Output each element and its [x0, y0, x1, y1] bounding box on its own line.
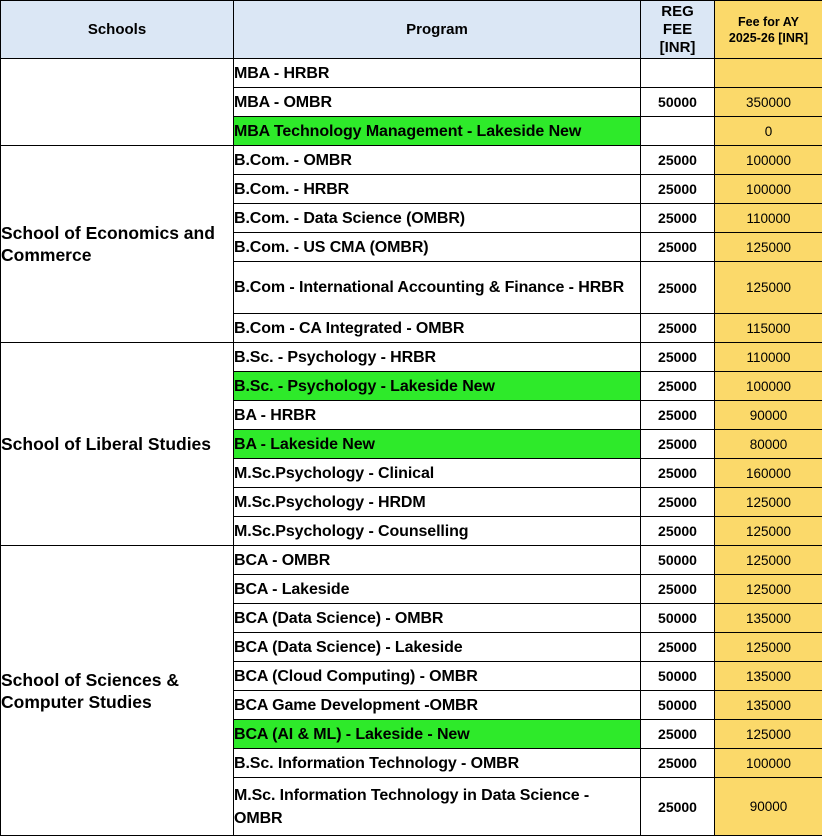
reg-fee-cell: 25000	[641, 204, 715, 233]
program-cell: BA - HRBR	[234, 401, 641, 430]
fee-ay-header	[715, 1, 822, 59]
program-cell: BCA (Data Science) - Lakeside	[234, 633, 641, 662]
reg-fee-cell: 25000	[641, 146, 715, 175]
program-cell: MBA - OMBR	[234, 88, 641, 117]
program-cell: M.Sc.Psychology - HRDM	[234, 488, 641, 517]
program-cell: B.Sc. - Psychology - Lakeside New	[234, 372, 641, 401]
table-row	[1, 59, 822, 88]
program-cell: MBA Technology Management - Lakeside New	[234, 117, 641, 146]
annual-fee-cell: 125000	[715, 233, 822, 262]
annual-fee-cell	[715, 59, 822, 88]
annual-fee-cell: 135000	[715, 662, 822, 691]
reg-fee-cell: 25000	[641, 488, 715, 517]
program-cell: M.Sc.Psychology - Counselling	[234, 517, 641, 546]
program-header: Program	[234, 1, 641, 59]
reg-fee-cell	[641, 117, 715, 146]
reg-fee-cell: 50000	[641, 546, 715, 575]
annual-fee-cell: 90000	[715, 401, 822, 430]
reg-fee-cell: 25000	[641, 372, 715, 401]
fee-ay-header-line: 2025-26 [INR]	[715, 30, 822, 46]
reg-fee-cell: 25000	[641, 720, 715, 749]
reg-fee-cell: 50000	[641, 88, 715, 117]
reg-fee-cell: 25000	[641, 633, 715, 662]
annual-fee-cell: 160000	[715, 459, 822, 488]
table-row	[1, 146, 822, 175]
program-cell: BCA Game Development -OMBR	[234, 691, 641, 720]
program-cell: B.Com. - US CMA (OMBR)	[234, 233, 641, 262]
reg-fee-cell: 25000	[641, 459, 715, 488]
reg-fee-cell: 25000	[641, 575, 715, 604]
table-row	[1, 343, 822, 372]
reg-fee-cell: 50000	[641, 662, 715, 691]
annual-fee-cell: 125000	[715, 488, 822, 517]
annual-fee-cell: 0	[715, 117, 822, 146]
annual-fee-cell: 125000	[715, 517, 822, 546]
reg-fee-cell: 25000	[641, 430, 715, 459]
annual-fee-cell: 125000	[715, 575, 822, 604]
reg-fee-header-line: REG	[661, 3, 694, 20]
reg-fee-header-line: FEE	[663, 21, 692, 38]
reg-fee-cell	[641, 59, 715, 88]
reg-fee-cell: 25000	[641, 314, 715, 343]
program-cell: BCA (AI & ML) - Lakeside - New	[234, 720, 641, 749]
annual-fee-cell: 100000	[715, 372, 822, 401]
reg-fee-cell: 50000	[641, 604, 715, 633]
annual-fee-cell: 135000	[715, 604, 822, 633]
annual-fee-cell: 80000	[715, 430, 822, 459]
annual-fee-cell: 125000	[715, 262, 822, 314]
program-cell: B.Com. - Data Science (OMBR)	[234, 204, 641, 233]
annual-fee-cell: 115000	[715, 314, 822, 343]
schools-header: Schools	[1, 1, 234, 59]
reg-fee-cell: 25000	[641, 233, 715, 262]
school-name-cell: School of Sciences & Computer Studies	[1, 546, 234, 836]
annual-fee-cell: 100000	[715, 749, 822, 778]
school-name-cell: School of Economics and Commerce	[1, 146, 234, 343]
program-cell: BCA - Lakeside	[234, 575, 641, 604]
reg-fee-cell: 25000	[641, 517, 715, 546]
reg-fee-header-line: [INR]	[660, 39, 696, 56]
fee-ay-header-line: Fee for AY	[715, 14, 822, 30]
annual-fee-cell: 350000	[715, 88, 822, 117]
reg-fee-cell: 25000	[641, 175, 715, 204]
reg-fee-cell: 50000	[641, 691, 715, 720]
annual-fee-cell: 125000	[715, 546, 822, 575]
annual-fee-cell: 110000	[715, 343, 822, 372]
reg-fee-header	[641, 1, 715, 59]
program-cell: M.Sc.Psychology - Clinical	[234, 459, 641, 488]
annual-fee-cell: 110000	[715, 204, 822, 233]
reg-fee-cell: 25000	[641, 262, 715, 314]
program-cell: BCA (Cloud Computing) - OMBR	[234, 662, 641, 691]
fee-table-body	[1, 59, 822, 836]
program-cell: BCA - OMBR	[234, 546, 641, 575]
program-cell: B.Com - CA Integrated - OMBR	[234, 314, 641, 343]
annual-fee-cell: 125000	[715, 633, 822, 662]
program-cell: B.Com. - HRBR	[234, 175, 641, 204]
program-cell: B.Com - International Accounting & Finance - HRBR	[234, 262, 641, 314]
school-name-cell	[1, 59, 234, 146]
program-cell: M.Sc. Information Technology in Data Science - OMBR	[234, 778, 641, 836]
program-cell: B.Sc. - Psychology - HRBR	[234, 343, 641, 372]
reg-fee-cell: 25000	[641, 778, 715, 836]
reg-fee-cell: 25000	[641, 749, 715, 778]
program-cell: BA - Lakeside New	[234, 430, 641, 459]
annual-fee-cell: 100000	[715, 175, 822, 204]
annual-fee-cell: 125000	[715, 720, 822, 749]
header-row	[1, 1, 822, 59]
annual-fee-cell: 135000	[715, 691, 822, 720]
table-row	[1, 546, 822, 575]
program-cell: MBA - HRBR	[234, 59, 641, 88]
program-cell: B.Sc. Information Technology - OMBR	[234, 749, 641, 778]
program-cell: B.Com. - OMBR	[234, 146, 641, 175]
school-name-cell: School of Liberal Studies	[1, 343, 234, 546]
reg-fee-cell: 25000	[641, 343, 715, 372]
reg-fee-cell: 25000	[641, 401, 715, 430]
program-cell: BCA (Data Science) - OMBR	[234, 604, 641, 633]
annual-fee-cell: 100000	[715, 146, 822, 175]
annual-fee-cell: 90000	[715, 778, 822, 836]
